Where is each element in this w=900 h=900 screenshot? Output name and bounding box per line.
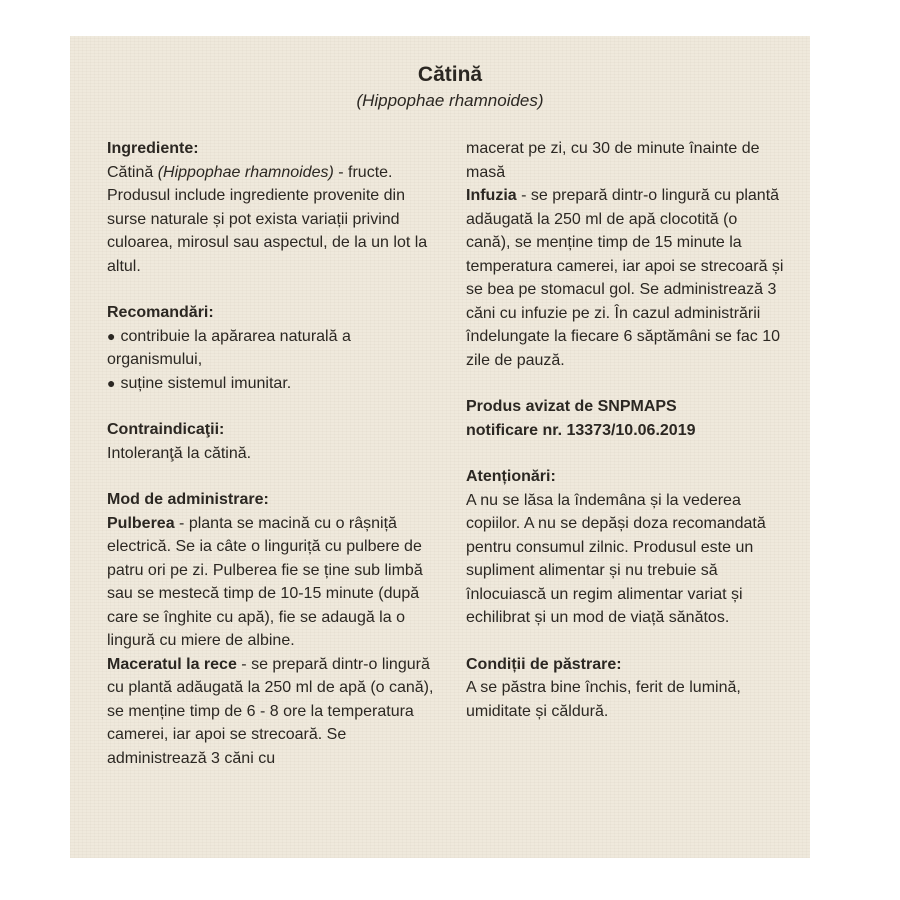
- recommendation-item: ● suține sistemul imunitar.: [107, 372, 437, 396]
- product-title: Cătină: [417, 63, 483, 86]
- infusion-text: - se prepară dintr-o lingură cu plantă adăugată la 250 ml de apă clocotită (o cană), se menține timp de 15 minute la temperatura camerei, iar apoi se strecoară și se bea pe stomacul gol. Se administrează 3 căni cu infuzie pe zi. În cazul administrării îndelungate la fiecare 6 săptămâni se fac 10 zile de pauză.: [466, 187, 784, 369]
- ingredients-heading: Ingrediente:: [107, 140, 199, 157]
- right-column: [466, 137, 786, 746]
- powder-label: Pulberea: [107, 514, 175, 532]
- ingredients-text: [107, 161, 437, 279]
- maceration-continued: macerat pe zi, cu 30 de minute înainte de masă: [466, 140, 760, 181]
- product-latin-name: (Hippophae rhamnoides): [356, 91, 544, 110]
- contraindications-text: Intoleranţă la cătină.: [107, 444, 252, 462]
- contraindications-section: [107, 418, 437, 465]
- storage-text: A se păstra bine închis, ferit de lumină, umiditate și căldură.: [466, 679, 741, 720]
- powder-text: - planta se macină cu o râșniță electrică. Se ia câte o linguriță cu pulbere de patru ori pe zi. Pulberea fie se ține sub limbă sau se mestecă timp de 10-15 minute (după care se înghite cu apă), fie se adaugă la o lingură cu miere de albine.: [107, 514, 423, 649]
- ingredients-rest: - fructe. Produsul include ingrediente provenite din surse naturale și pot exista variații privind culoarea, mirosul sau aspectul, de la un lot la altul.: [107, 163, 428, 275]
- maceration-label: Maceratul la rece: [107, 655, 237, 673]
- storage-heading: Condiții de păstrare:: [466, 655, 622, 673]
- powder-instructions: [107, 512, 437, 653]
- ingredients-lead: Cătină: [107, 163, 158, 181]
- maceration-text: - se prepară dintr-o lingură cu plantă adăugată la 250 ml de apă (o cană), se menține timp de 6 - 8 ore la temperatura camerei, iar apoi se strecoară. Se administrează 3 căni cu: [107, 655, 434, 767]
- contraindications-heading: Contraindicaţii:: [107, 421, 225, 438]
- recommendations-section: [107, 301, 437, 395]
- approval-section: [466, 395, 786, 442]
- infusion-label: Infuzia: [466, 187, 517, 204]
- warnings-text: A nu se lăsa la îndemâna și la vederea copiilor. A nu se depăși doza recomandată pentru consumul zilnic. Produsul este un supliment alimentar și nu trebuie să înlocuiască un regim alimentar variat și echilibrat și un mod de viață sănătos.: [466, 491, 766, 626]
- recommendations-heading: Recomandări:: [107, 304, 214, 321]
- ingredients-section: [107, 137, 437, 278]
- warnings-heading: Atenționări:: [466, 468, 556, 485]
- maceration-instructions: [107, 653, 437, 771]
- recommendation-item: ● contribuie la apărarea naturală a organismului,: [107, 325, 437, 372]
- storage-section: [466, 653, 786, 724]
- notification-number: notificare nr. 13373/10.06.2019: [466, 421, 696, 439]
- administration-section: [107, 488, 437, 770]
- administration-continued: [466, 137, 786, 372]
- left-column: [107, 137, 437, 793]
- infusion-instructions: [466, 184, 786, 372]
- ingredients-latin: (Hippophae rhamnoides): [157, 163, 334, 181]
- administration-heading: Mod de administrare:: [107, 491, 269, 508]
- approval-line: Produs avizat de SNPMAPS: [466, 398, 677, 415]
- warnings-section: [466, 465, 786, 630]
